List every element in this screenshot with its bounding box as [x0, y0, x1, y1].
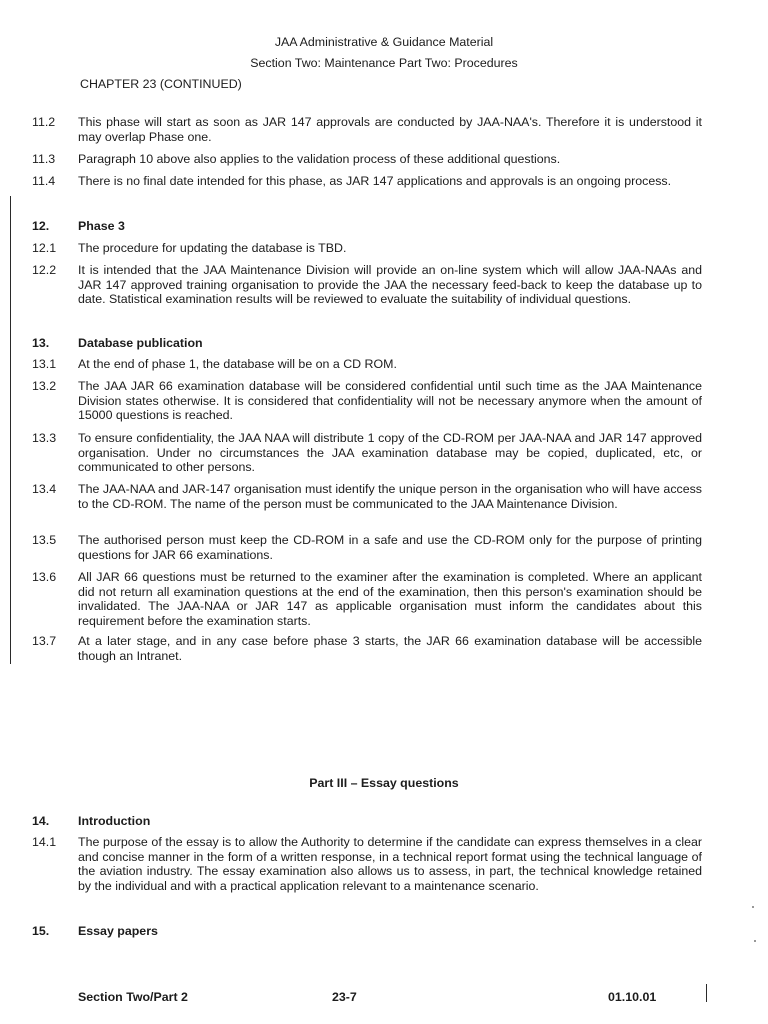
paragraph-text: The purpose of the essay is to allow the Authority to determine if the candidate can express themselves in a clear and concise manner in the form of a written response, in a technical report format using the technical language of the aviation industry. The essay examination also allows us to assess, in part, the technical knowledge retained by the individual and with a practical application relevant to a maintenance scenario.: [78, 835, 702, 893]
paragraph-text: The JAA-NAA and JAR-147 organisation must identify the unique person in the organisation who will have access to the CD-ROM. The name of the person must be communicated to the JAA Maintenance Division.: [78, 482, 702, 511]
header-title: JAA Administrative & Guidance Material: [274, 35, 494, 49]
paragraph-number: 11.4: [32, 174, 56, 188]
paragraph-number: 11.3: [32, 152, 56, 166]
section-title: Database publication: [78, 336, 203, 350]
paragraph-text: There is no final date intended for this phase, as JAR 147 applications and approvals is an ongoing process.: [78, 174, 672, 188]
paragraph-number: 12.1: [32, 241, 57, 255]
page-edge-mark: [706, 984, 707, 1002]
section-number: 15.: [32, 924, 50, 938]
paragraph-number: 13.6: [32, 570, 57, 584]
paragraph-text: Paragraph 10 above also applies to the validation process of these additional questions.: [78, 152, 561, 166]
paragraph-13-6: [32, 570, 702, 628]
paragraph-number: 11.2: [32, 115, 56, 129]
section-heading-14: [32, 814, 702, 829]
paragraph-text: At a later stage, and in any case before phase 3 starts, the JAR 66 examination database will be accessible though an Intranet.: [78, 634, 702, 663]
paragraph-12-1: [32, 241, 702, 256]
paragraph-11-4: [32, 174, 702, 189]
paragraph-number: 14.1: [32, 835, 57, 849]
paragraph-number: 12.2: [32, 263, 57, 277]
paragraph-number: 13.5: [32, 533, 57, 547]
section-title: Phase 3: [78, 219, 125, 233]
paragraph-11-2: [32, 115, 702, 144]
section-title: Essay papers: [78, 924, 158, 938]
footer-page-number: 23-7: [332, 990, 357, 1004]
paragraph-text: This phase will start as soon as JAR 147 approvals are conducted by JAA-NAA's. Therefore it is understood it may overlap Phase one.: [78, 115, 702, 144]
paragraph-12-2: [32, 263, 702, 307]
section-number: 12.: [32, 219, 50, 233]
scan-speck: [754, 940, 756, 942]
paragraph-text: To ensure confidentiality, the JAA NAA will distribute 1 copy of the CD-ROM per JAA-NAA and JAR 147 approved organisation. Under no circumstances the JAA examination database may be copied, duplicated, etc, or communicated to other persons.: [78, 431, 702, 475]
section-number: 13.: [32, 336, 50, 350]
paragraph-text: The authorised person must keep the CD-ROM in a safe and use the CD-ROM only for the purpose of printing questions for JAR 66 examinations.: [78, 533, 702, 562]
section-heading-15: [32, 924, 702, 939]
paragraph-text: The procedure for updating the database is TBD.: [78, 241, 347, 255]
paragraph-text: It is intended that the JAA Maintenance Division will provide an on-line system which will allow JAA-NAAs and JAR 147 approved training organisation to provide the JAA the necessary feed-back to keep the database up to date. Statistical examination results will be reviewed to evaluate the suitability of individual questions.: [78, 263, 702, 307]
paragraph-13-1: [32, 357, 702, 372]
paragraph-13-5: [32, 533, 702, 562]
paragraph-13-4: [32, 482, 702, 511]
header-section: Section Two: Maintenance Part Two: Procedures: [250, 56, 518, 70]
paragraph-number: 13.2: [32, 379, 57, 393]
scan-speck: [752, 906, 754, 908]
chapter-heading: CHAPTER 23 (CONTINUED): [80, 77, 242, 91]
paragraph-14-1: [32, 835, 702, 893]
part-title: Part III – Essay questions: [309, 776, 459, 790]
paragraph-number: 13.4: [32, 482, 57, 496]
section-title: Introduction: [78, 814, 151, 828]
section-heading-13: [32, 336, 702, 351]
paragraph-number: 13.3: [32, 431, 57, 445]
paragraph-text: At the end of phase 1, the database will be on a CD ROM.: [78, 357, 397, 371]
section-number: 14.: [32, 814, 50, 828]
paragraph-13-2: [32, 379, 702, 423]
paragraph-text: The JAA JAR 66 examination database will be considered confidential until such time as the JAA Maintenance Division states otherwise. It is considered that confidentiality will not be necessary anymore when the amount of 15000 questions is reached.: [78, 379, 702, 423]
footer-date: 01.10.01: [608, 990, 657, 1004]
paragraph-13-3: [32, 431, 702, 475]
revision-bar: [10, 196, 11, 664]
paragraph-number: 13.1: [32, 357, 57, 371]
paragraph-number: 13.7: [32, 634, 57, 648]
paragraph-11-3: [32, 152, 702, 167]
paragraph-13-7: [32, 634, 702, 663]
section-heading-12: [32, 219, 702, 234]
footer-section: Section Two/Part 2: [78, 990, 188, 1004]
paragraph-text: All JAR 66 questions must be returned to the examiner after the examination is completed. Where an applicant did not return all examination questions at the end of the examination, then this person's examination should be invalidated. The JAA-NAA or JAR 147 as applicable organisation must inform the candidates about this requirement before the examination starts.: [78, 570, 702, 628]
